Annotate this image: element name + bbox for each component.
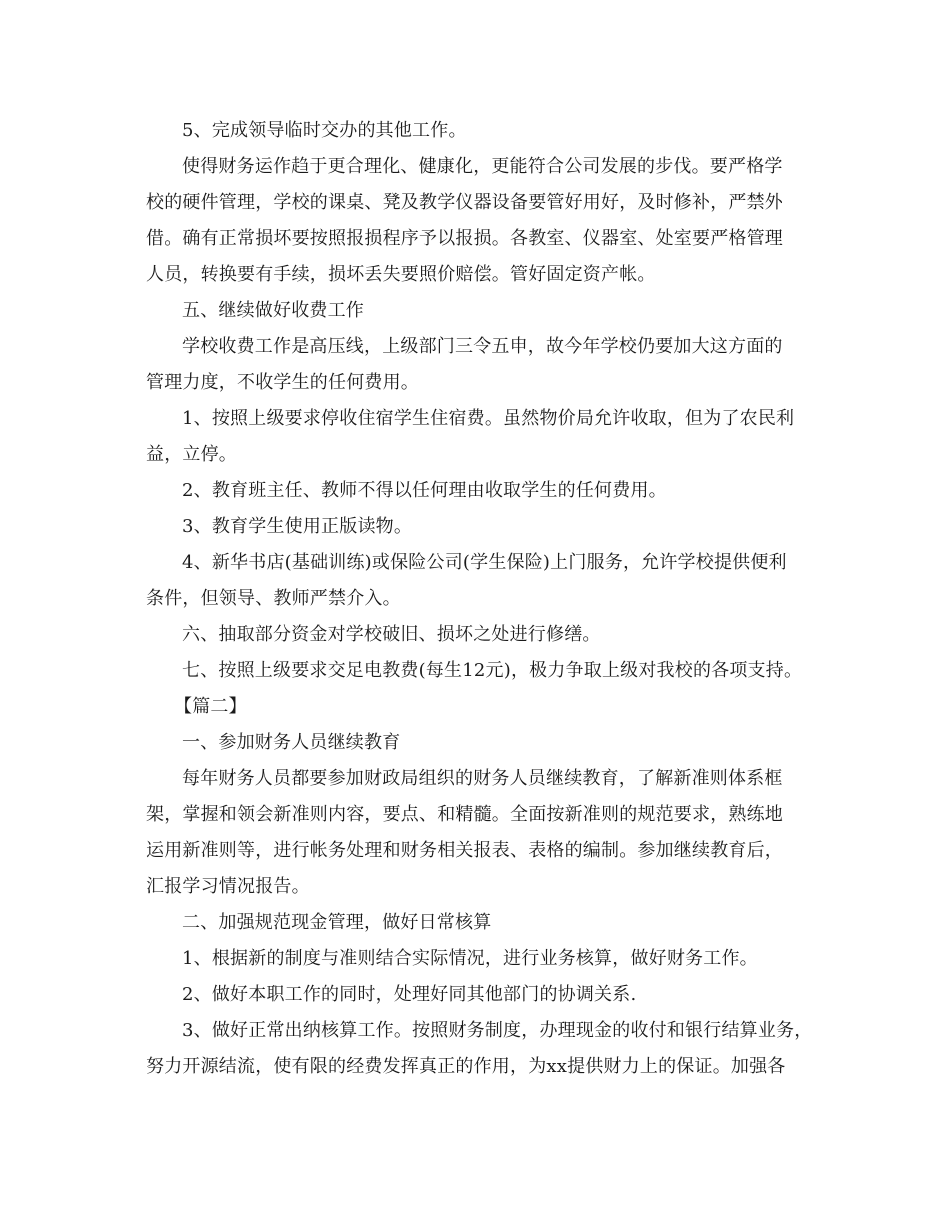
text-line: 借。确有正常损坏要按照报损程序予以报损。各教室、仪器室、处室要严格管理 — [146, 228, 783, 249]
text-line: 使得财务运作趋于更合理化、健康化，更能符合公司发展的步伐。要严格学 — [182, 156, 783, 177]
text-line: 一、参加财务人员继续教育 — [182, 732, 401, 753]
text-line: 人员，转换要有手续，损坏丢失要照价赔偿。管好固定资产帐。 — [146, 264, 656, 285]
text-line: 2、做好本职工作的同时，处理好同其他部门的协调关系. — [182, 984, 637, 1005]
document-body — [146, 113, 814, 1085]
text-line: 每年财务人员都要参加财政局组织的财务人员继续教育，了解新准则体系框 — [182, 768, 783, 789]
text-line: 架，掌握和领会新准则内容，要点、和精髓。全面按新准则的规范要求，熟练地 — [146, 804, 783, 825]
text-line: 运用新准则等，进行帐务处理和财务相关报表、表格的编制。参加继续教育后， — [146, 840, 783, 861]
section-heading — [146, 905, 814, 941]
text-line: 1、根据新的制度与准则结合实际情况，进行业务核算，做好财务工作。 — [182, 948, 758, 969]
paragraph — [146, 509, 814, 545]
section-heading — [146, 293, 814, 329]
paragraph — [146, 1013, 814, 1085]
text-line: 学校收费工作是高压线，上级部门三令五申，故今年学校仍要加大这方面的 — [182, 336, 783, 357]
paragraph — [146, 149, 814, 293]
section-heading — [146, 617, 814, 653]
text-line: 二、加强规范现金管理，做好日常核算 — [182, 912, 492, 933]
text-line: 管理力度，不收学生的任何费用。 — [146, 372, 419, 393]
text-line: 3、做好正常出纳核算工作。按照财务制度，办理现金的收付和银行结算业务， — [182, 1020, 813, 1041]
section-heading — [146, 653, 814, 689]
text-line: 汇报学习情况报告。 — [146, 876, 310, 897]
paragraph — [146, 401, 814, 473]
paragraph — [146, 761, 814, 905]
text-line: 4、新华书店(基础训练)或保险公司(学生保险)上门服务，允许学校提供便利 — [182, 552, 787, 573]
text-line: 2、教育班主任、教师不得以任何理由收取学生的任何费用。 — [182, 480, 667, 501]
text-line: 益，立停。 — [146, 444, 237, 465]
paragraph — [146, 941, 814, 977]
paragraph — [146, 545, 814, 617]
text-line: 七、按照上级要求交足电教费(每生12元)，极力争取上级对我校的各项支持。 — [182, 660, 803, 681]
section-heading — [146, 725, 814, 761]
paragraph — [146, 977, 814, 1013]
paragraph — [146, 113, 814, 149]
paragraph — [146, 329, 814, 401]
text-line: 3、教育学生使用正版读物。 — [182, 516, 413, 537]
text-line: 校的硬件管理，学校的课桌、凳及教学仪器设备要管好用好，及时修补，严禁外 — [146, 192, 783, 213]
text-line: 1、按照上级要求停收住宿学生住宿费。虽然物价局允许收取，但为了农民利 — [182, 408, 795, 429]
paragraph — [146, 473, 814, 509]
text-line: 【篇二】 — [174, 696, 247, 717]
text-line: 六、抽取部分资金对学校破旧、损坏之处进行修缮。 — [182, 624, 601, 645]
text-line: 5、完成领导临时交办的其他工作。 — [182, 120, 467, 141]
part-heading — [146, 689, 814, 725]
text-line: 努力开源结流，使有限的经费发挥真正的作用，为xx提供财力上的保证。加强各 — [146, 1056, 786, 1077]
text-line: 五、继续做好收费工作 — [182, 300, 364, 321]
text-line: 条件，但领导、教师严禁介入。 — [146, 588, 401, 609]
